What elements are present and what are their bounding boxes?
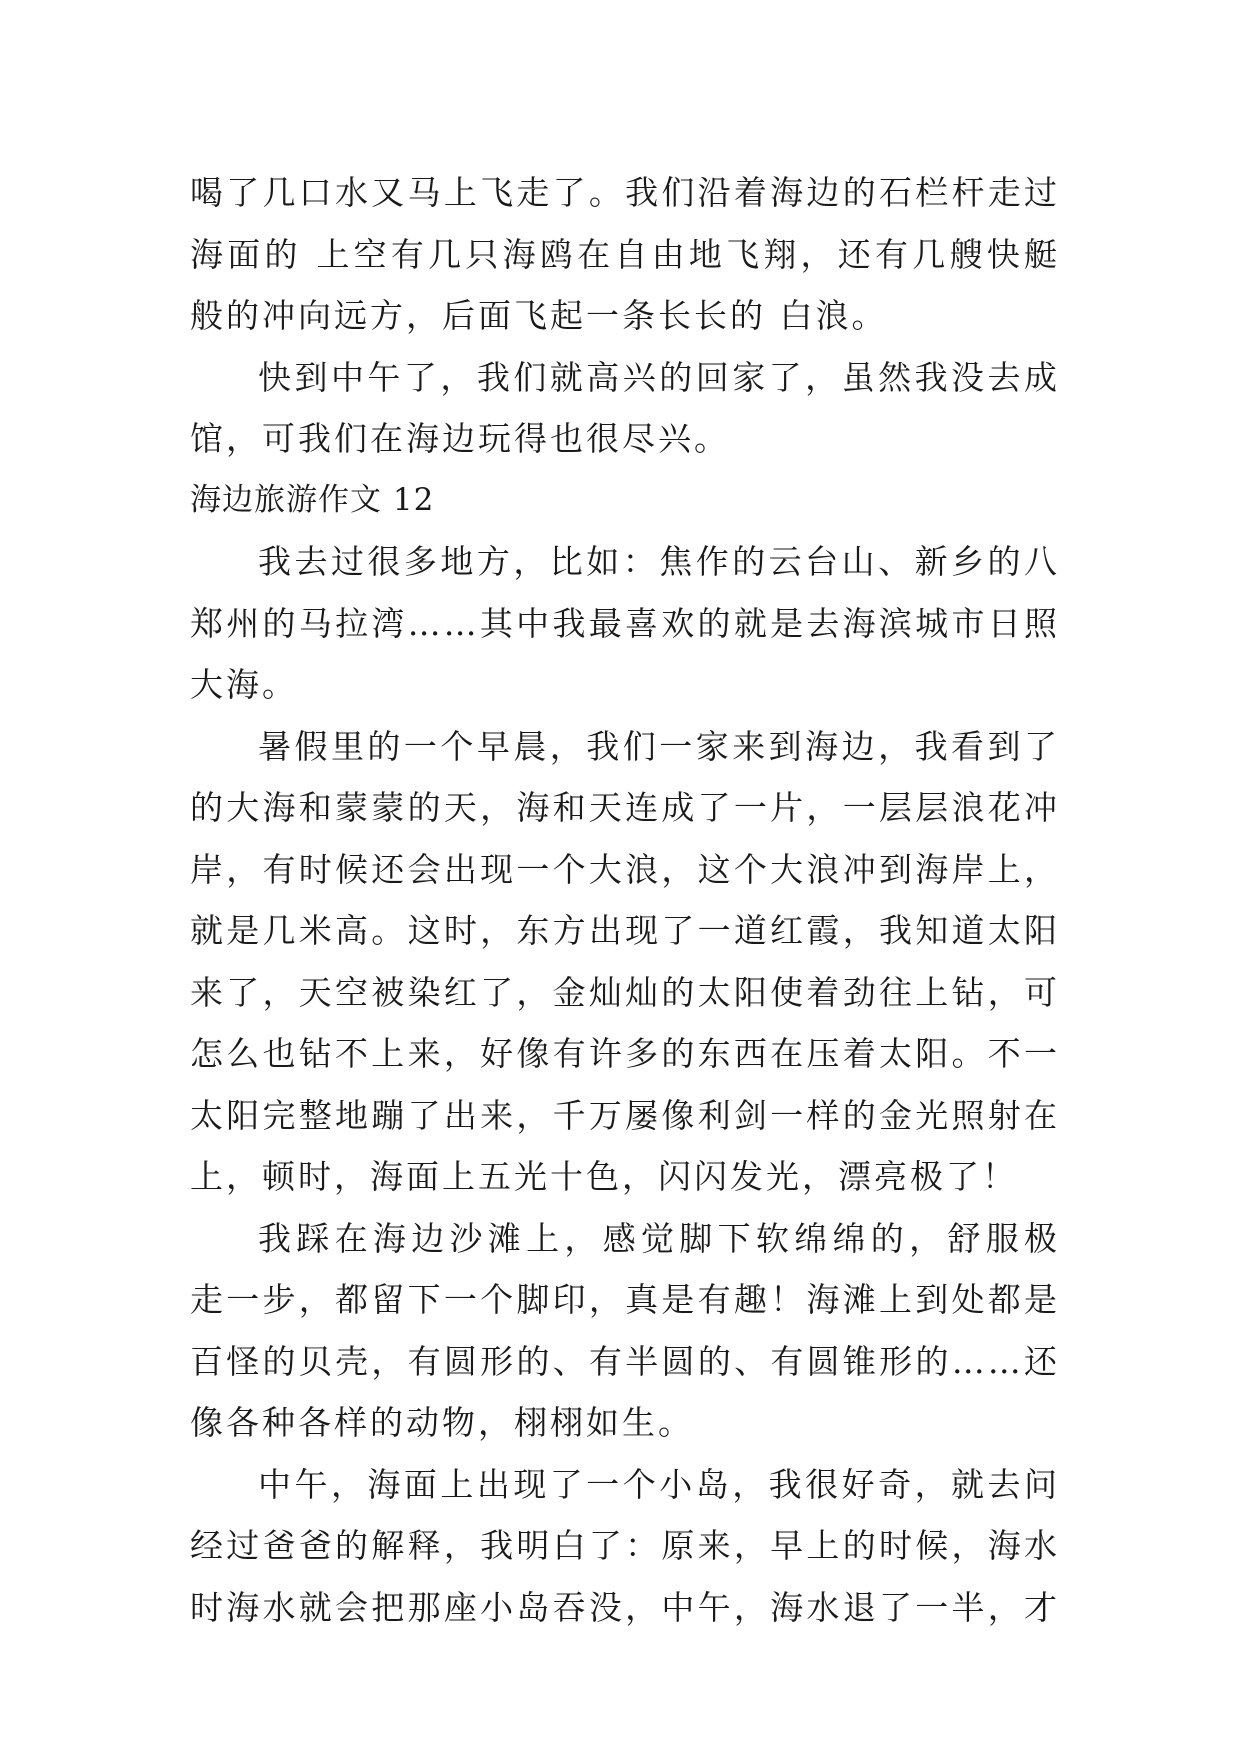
paragraph-start-line: 暑假里的一个早晨，我们一家来到海边，我看到了 (258, 726, 1060, 766)
text-line: 海面的 上空有几只海鸥在自由地飞翔，还有几艘快艇 (190, 234, 1060, 274)
text-line: 走一步，都留下一个脚印，真是有趣！海滩上到处都是 (190, 1280, 1060, 1319)
text-line: 上，顿时，海面上五光十色，闪闪发光，漂亮极了！ (190, 1157, 1018, 1196)
text-line: 的大海和蒙蒙的天，海和天连成了一片，一层层浪花冲 (190, 788, 1060, 827)
paragraph-start-line: 中午，海面上出现了一个小岛，我很好奇，就去问 (258, 1464, 1060, 1504)
paragraph-start-line: 快到中午了，我们就高兴的回家了，虽然我没去成 (258, 357, 1060, 397)
text-line: 太阳完整地蹦了出来，千万屡像利剑一样的金光照射在 (190, 1095, 1060, 1135)
text-line: 喝了几口水又马上飞走了。我们沿着海边的石栏杆走过 (190, 173, 1060, 212)
text-line: 怎么也钻不上来，好像有许多的东西在压着太阳。不一 (190, 1034, 1060, 1073)
text-line: 就是几米高。这时，东方出现了一道红霞，我知道太阳 (190, 911, 1060, 950)
text-line: 般的冲向远方，后面飞起一条长长的 白浪。 (190, 296, 888, 335)
section-heading: 海边旅游作文 12 (190, 481, 435, 518)
text-line: 经过爸爸的解释，我明白了：原来，早上的时候，海水 (190, 1526, 1060, 1565)
text-line: 百怪的贝壳，有圆形的、有半圆的、有圆锥形的……还 (190, 1341, 1060, 1381)
paragraph-start-line: 我踩在海边沙滩上，感觉脚下软绵绵的，舒服极 (258, 1218, 1060, 1258)
text-line: 馆，可我们在海边玩得也很尽兴。 (190, 419, 730, 458)
text-line: 大海。 (190, 665, 298, 704)
text-line: 郑州的马拉湾……其中我最喜欢的就是去海滨城市日照 (190, 603, 1060, 643)
document-body (190, 162, 1060, 1638)
text-line: 来了，天空被染红了，金灿灿的太阳使着劲往上钻，可 (190, 972, 1060, 1012)
paragraph-start-line: 我去过很多地方，比如：焦作的云台山、新乡的八 (258, 542, 1060, 581)
text-line: 像各种各样的动物，栩栩如生。 (190, 1403, 694, 1442)
text-line: 时海水就会把那座小岛吞没，中午，海水退了一半，才 (190, 1587, 1060, 1627)
text-line: 岸，有时候还会出现一个大浪，这个大浪冲到海岸上， (190, 849, 1060, 889)
